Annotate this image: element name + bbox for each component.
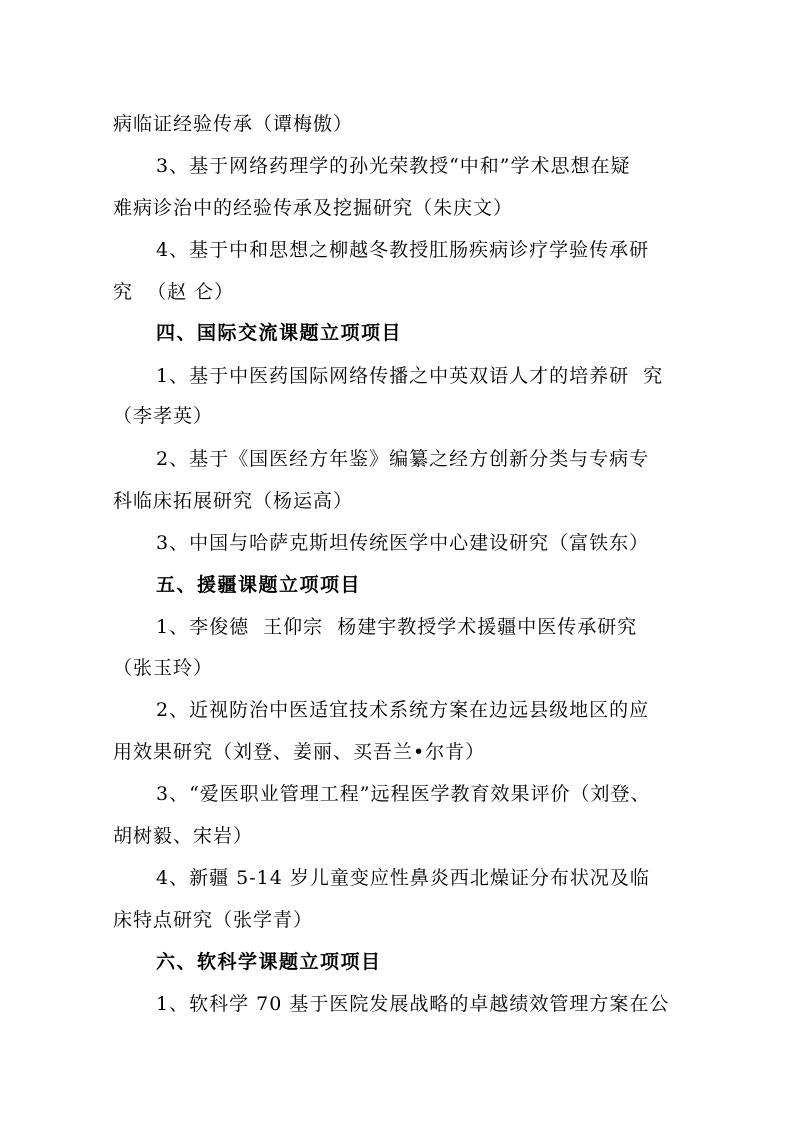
- s5-item2-line2: 用效果研究（刘登、姜丽、买吾兰•尔肯）: [113, 741, 486, 763]
- s5-item3-line2: 胡树毅、宋岩）: [113, 825, 254, 847]
- s3-item2-continuation: 病临证经验传承（谭梅傲）: [113, 113, 354, 135]
- s6-item1-line1: 1、软科学 70 基于医院发展战略的卓越绩效管理方案在公: [156, 993, 670, 1015]
- s3-item3-line2: 难病诊治中的经验传承及挖掘研究（朱庆文）: [113, 197, 514, 219]
- s3-item4-line2: 究 （赵 仑）: [113, 281, 235, 303]
- s5-item4-line2: 床特点研究（张学青）: [113, 909, 314, 931]
- s3-item3-line1: 3、基于网络药理学的孙光荣教授“中和”学术思想在疑: [156, 155, 631, 177]
- s5-item4-line1: 4、新疆 5-14 岁儿童变应性鼻炎西北燥证分布状况及临: [156, 867, 650, 889]
- s5-item1-line1: 1、李俊德 王仰宗 杨建宇教授学术援疆中医传承研究: [156, 616, 638, 638]
- s4-item1-line2: （李孝英）: [113, 405, 214, 427]
- s5-item1-line2: （张玉玲）: [113, 657, 214, 679]
- s4-item3-line1: 3、中国与哈萨克斯坦传统医学中心建设研究（富铁东）: [156, 532, 650, 554]
- section-5-heading: 五、援疆课题立项项目: [156, 574, 362, 596]
- section-4-heading: 四、国际交流课题立项项目: [156, 322, 403, 344]
- s5-item3-line1: 3、“爱医职业管理工程”远程医学教育效果评价（刘登、: [156, 783, 651, 805]
- s4-item1-line1: 1、基于中医药国际网络传播之中英双语人才的培养研 究: [156, 365, 664, 387]
- s3-item4-line1: 4、基于中和思想之柳越冬教授肛肠疾病诊疗学验传承研: [156, 239, 650, 261]
- s4-item2-line2: 科临床拓展研究（杨运高）: [113, 490, 354, 512]
- s4-item2-line1: 2、基于《国医经方年鉴》编纂之经方创新分类与专病专: [156, 448, 650, 470]
- section-6-heading: 六、软科学课题立项项目: [156, 951, 382, 973]
- s5-item2-line1: 2、近视防治中医适宜技术系统方案在边远县级地区的应: [156, 699, 650, 721]
